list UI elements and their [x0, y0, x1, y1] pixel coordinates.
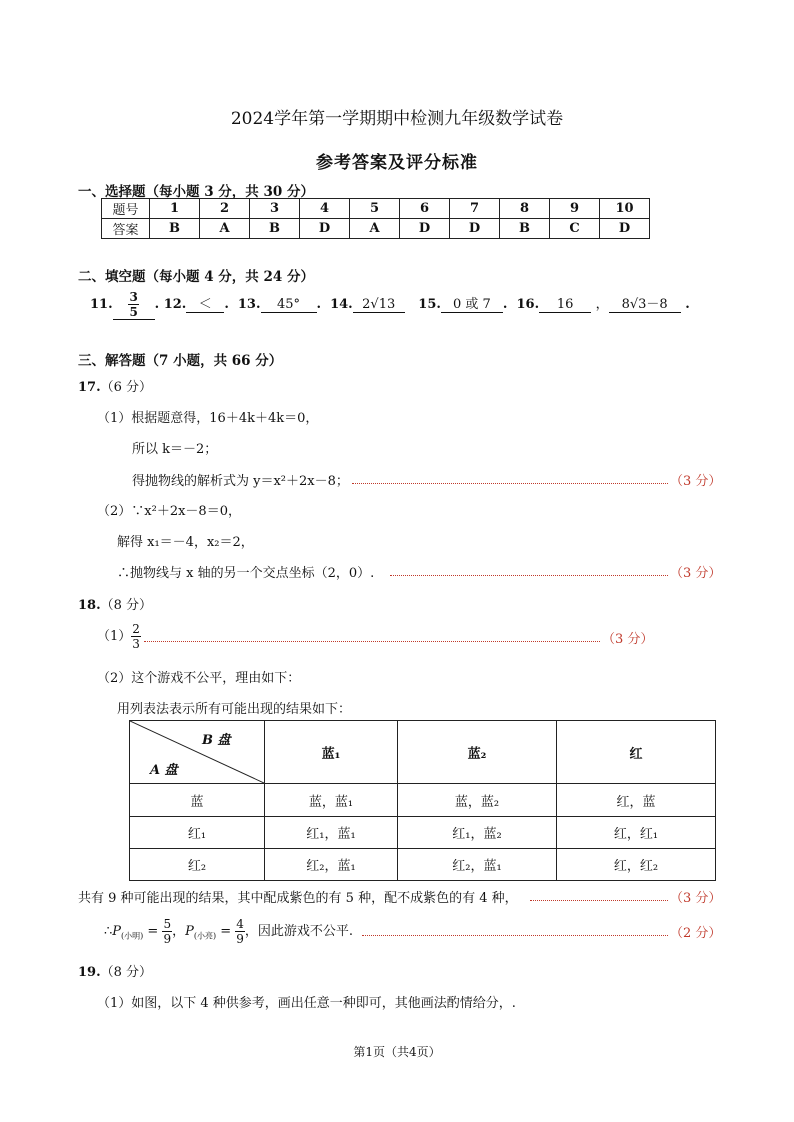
therefore-symbol: ∴	[104, 924, 113, 939]
outcome-table	[129, 720, 716, 881]
q16-answer-2: 8√3－8	[609, 293, 681, 313]
exam-title: 2024学年第一学期期中检测九年级数学试卷	[230, 109, 564, 129]
answer-cell: C	[550, 219, 600, 239]
question-number-row	[102, 199, 650, 219]
table-cell: 红₂，蓝₁	[265, 849, 398, 881]
q18-prob-score: （2 分）	[670, 926, 722, 941]
q18-header	[78, 594, 152, 613]
q17-part1-line3: 得抛物线的解析式为 y＝x²＋2x－8；	[132, 474, 349, 489]
p-xiaoming-fraction	[162, 917, 172, 946]
section1-heading: 一、选择题（每小题 3 分，共 30 分）	[78, 184, 314, 200]
outcome-header-row	[130, 721, 716, 784]
row-label-number: 题号	[102, 199, 150, 219]
p-xiaoming-label: P	[112, 924, 122, 939]
corner-b-label: B 盘	[202, 733, 231, 748]
q11-denominator: 5	[129, 305, 138, 319]
q13-answer: 45°	[261, 297, 317, 313]
q19-part1-line1: （1）如图，以下 4 种供参考，画出任意一种即可，其他画法酌情给分，.	[97, 996, 516, 1011]
q17-header	[78, 376, 152, 395]
table-cell: 红₁，蓝₁	[265, 817, 398, 849]
answer-cell: D	[450, 219, 500, 239]
p-xiaoliang-num: 4	[236, 917, 244, 931]
table-row	[130, 784, 716, 817]
question-number: 5	[350, 199, 400, 219]
answer-table	[101, 198, 650, 239]
q18-part1-score: （3 分）	[602, 632, 654, 647]
p-xiaoming-den: 9	[163, 932, 172, 946]
q19-number: 19.	[78, 965, 101, 980]
p-xiaoliang-den: 9	[236, 932, 244, 946]
p-xiaoliang-sub: (小亮)	[193, 931, 217, 941]
q17-number: 17.	[78, 380, 101, 395]
header-blue2: 蓝₂	[398, 721, 557, 784]
q16-answer-1: 16	[539, 297, 591, 313]
answer-cell: A	[350, 219, 400, 239]
q18-part1-fraction	[131, 622, 141, 651]
p-xiaoming-num: 5	[163, 917, 172, 931]
outcome-corner-cell	[130, 721, 265, 784]
q18-prob-leader	[362, 935, 668, 936]
q19-header	[78, 961, 152, 980]
question-number: 7	[450, 199, 500, 219]
row-label: 红₁	[130, 817, 265, 849]
q18-summary-score: （3 分）	[670, 891, 722, 906]
q17-part1-line1: （1）根据题意得，16＋4k＋4k＝0，	[97, 411, 319, 426]
q11-number: 11.	[90, 297, 113, 312]
question-number: 6	[400, 199, 450, 219]
page-footer: 第1页（共4页）	[353, 1045, 441, 1059]
fill-in-answers: 11. $\frac{3}{5}$ . 12. ＜ . 13. 45° . 14. 2√13 15. 0 或 7 . 16. 16 ， 8√3－8 .	[90, 290, 690, 319]
table-row	[130, 817, 716, 849]
question-number: 10	[600, 199, 650, 219]
p-xiaoliang-label: P	[185, 924, 194, 939]
q17-part1-leader	[352, 483, 668, 484]
q12-answer: ＜	[186, 293, 224, 313]
section3-heading: 三、解答题（7 小题，共 66 分）	[78, 353, 283, 369]
q11-fraction	[128, 290, 138, 319]
p-xiaoliang-fraction	[235, 917, 245, 946]
q18-part1-denominator: 3	[132, 637, 140, 651]
answer-cell: A	[200, 219, 250, 239]
q18-part1-leader	[144, 641, 600, 642]
q14-answer: 2√13	[353, 297, 405, 313]
q17-part2-line2: 解得 x₁＝－4，x₂＝2，	[117, 535, 254, 550]
section2-heading: 二、填空题（每小题 4 分，共 24 分）	[78, 269, 314, 285]
table-cell: 蓝，蓝₂	[398, 784, 557, 817]
question-number: 4	[300, 199, 350, 219]
header-red: 红	[557, 721, 716, 784]
q17-part1-score: （3 分）	[670, 474, 722, 489]
answer-row	[102, 219, 650, 239]
p-xiaoming-sub: (小明)	[121, 931, 144, 941]
q18-part1-label: （1）	[97, 629, 132, 644]
answer-cell: D	[300, 219, 350, 239]
row-label-answer: 答案	[102, 219, 150, 239]
q18-points: （8 分）	[100, 598, 153, 613]
question-number: 3	[250, 199, 300, 219]
q12-number: 12.	[163, 297, 187, 312]
answer-cell: B	[150, 219, 200, 239]
table-cell: 蓝，蓝₁	[265, 784, 398, 817]
q18-number: 18.	[78, 598, 101, 613]
q18-summary-leader	[530, 900, 668, 901]
q15-number: 15.	[418, 297, 441, 312]
table-cell: 红₂，蓝₁	[398, 849, 557, 881]
q18-summary: 共有 9 种可能出现的结果，其中配成紫色的有 5 种，配不成紫色的有 4 种，	[78, 891, 518, 906]
table-cell: 红，红₁	[557, 817, 716, 849]
table-cell: 红₁，蓝₂	[398, 817, 557, 849]
q17-part1-line2: 所以 k＝－2；	[132, 442, 218, 457]
q13-number: 13.	[237, 297, 261, 312]
q17-part2-score: （3 分）	[670, 566, 722, 581]
question-number: 2	[200, 199, 250, 219]
row-label: 红₂	[130, 849, 265, 881]
question-number: 9	[550, 199, 600, 219]
q17-part2-leader	[390, 575, 668, 576]
q17-part2-line1: （2）∵x²＋2x－8＝0，	[97, 504, 241, 519]
q18-part2-line2: 用列表法表示所有可能出现的结果如下：	[117, 702, 352, 717]
exam-subtitle: 参考答案及评分标准	[316, 153, 478, 173]
q15-answer: 0 或 7	[441, 293, 503, 313]
table-cell: 红，红₂	[557, 849, 716, 881]
prob-conclusion: ，因此游戏不公平.	[244, 924, 354, 939]
q11-numerator: 3	[129, 290, 138, 304]
q17-part2-line3: ∴抛物线与 x 轴的另一个交点坐标（2，0）.	[117, 566, 375, 581]
q18-part1-numerator: 2	[132, 622, 140, 636]
q18-probability: $\therefore P_{(小明)}$ = $\frac{5}{9}$ ，$P_{(小亮)}$ = $\frac{4}{9}$ ，因此游戏不公平.	[104, 917, 354, 946]
q16-number: 16.	[516, 297, 540, 312]
table-cell: 红，蓝	[557, 784, 716, 817]
q11-answer	[113, 290, 155, 320]
question-number: 8	[500, 199, 550, 219]
answer-cell: B	[250, 219, 300, 239]
q19-points: （8 分）	[100, 965, 153, 980]
header-blue1: 蓝₁	[265, 721, 398, 784]
row-label: 蓝	[130, 784, 265, 817]
answer-cell: D	[600, 219, 650, 239]
table-row	[130, 849, 716, 881]
corner-a-label: A 盘	[150, 763, 178, 778]
answer-cell: D	[400, 219, 450, 239]
answer-cell: B	[500, 219, 550, 239]
q16-separator: ，	[595, 297, 609, 312]
q18-part1	[97, 622, 141, 651]
question-number: 1	[150, 199, 200, 219]
q14-number: 14.	[330, 297, 353, 312]
q17-points: （6 分）	[100, 380, 153, 395]
q18-part2-line1: （2）这个游戏不公平，理由如下：	[97, 671, 301, 686]
